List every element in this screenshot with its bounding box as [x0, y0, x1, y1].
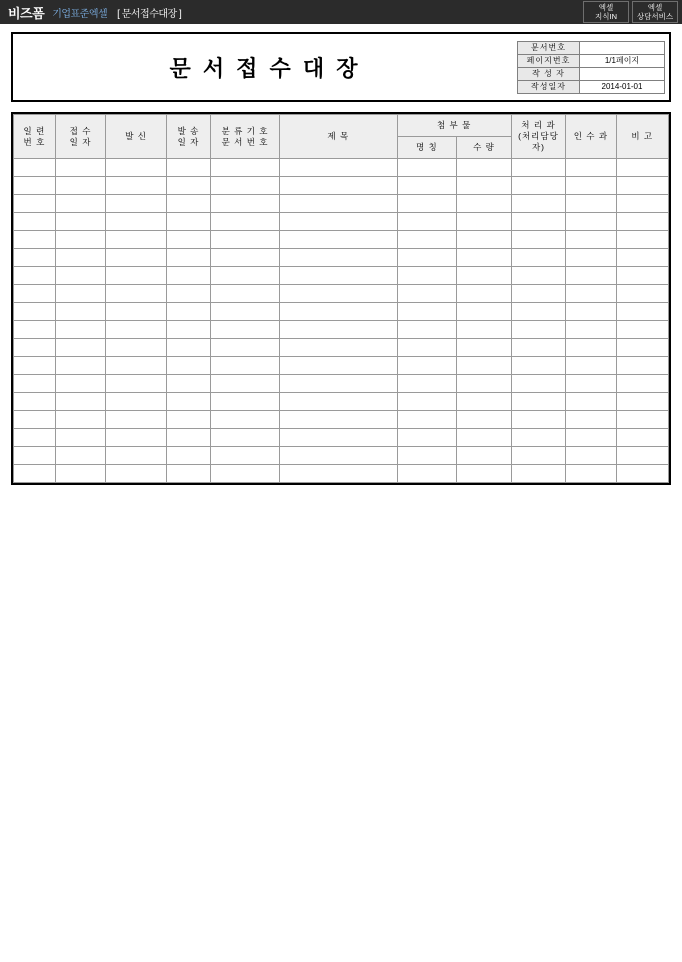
col-receipt-date [55, 115, 105, 159]
col-subject-label: 제 목 [327, 131, 350, 141]
table-cell[interactable] [55, 267, 105, 285]
table-cell[interactable] [566, 285, 616, 303]
meta-value-author[interactable] [580, 67, 665, 80]
table-cell[interactable] [166, 303, 210, 321]
table-cell[interactable] [106, 465, 167, 483]
brand-logo: 비즈폼 [8, 5, 45, 21]
col-receiving-dept [566, 115, 616, 159]
col-remarks [616, 115, 668, 159]
col-processing-dept-line2: (처리담당자) [518, 131, 559, 152]
table-cell[interactable] [566, 339, 616, 357]
col-remarks-label: 비 고 [631, 131, 654, 141]
table-cell[interactable] [210, 465, 279, 483]
table-cell[interactable] [280, 249, 397, 267]
table-cell[interactable] [616, 303, 668, 321]
table-cell[interactable] [511, 159, 565, 177]
table-cell[interactable] [210, 213, 279, 231]
table-row [14, 159, 669, 177]
table-cell[interactable] [14, 357, 56, 375]
table-cell[interactable] [397, 249, 457, 267]
table-cell[interactable] [511, 357, 565, 375]
excel-consult-service-line2: 상담서비스 [636, 12, 674, 21]
table-cell[interactable] [457, 465, 512, 483]
table-cell[interactable] [566, 303, 616, 321]
col-processing-dept-line1: 처 리 과 [521, 120, 556, 130]
excel-knowledge-in-button[interactable] [583, 1, 629, 23]
table-cell[interactable] [397, 321, 457, 339]
col-classification-doc-number [210, 115, 279, 159]
table-cell[interactable] [280, 447, 397, 465]
table-cell[interactable] [166, 285, 210, 303]
col-attachment-qty: 수 량 [457, 137, 512, 159]
table-cell[interactable] [280, 177, 397, 195]
table-cell[interactable] [14, 231, 56, 249]
table-row [14, 411, 669, 429]
table-cell[interactable] [210, 303, 279, 321]
meta-row [518, 67, 665, 80]
table-cell[interactable] [210, 267, 279, 285]
table-cell[interactable] [511, 177, 565, 195]
meta-row [518, 41, 665, 54]
table-cell[interactable] [511, 447, 565, 465]
table-cell[interactable] [210, 393, 279, 411]
table-cell[interactable] [280, 213, 397, 231]
table-cell[interactable] [106, 249, 167, 267]
table-cell[interactable] [397, 447, 457, 465]
table-cell[interactable] [457, 249, 512, 267]
table-cell[interactable] [14, 285, 56, 303]
table-cell[interactable] [511, 303, 565, 321]
table-row [14, 267, 669, 285]
col-receipt-date-line2: 일 자 [69, 136, 92, 147]
table-cell[interactable] [55, 429, 105, 447]
table-cell[interactable] [210, 195, 279, 213]
table-cell[interactable] [566, 195, 616, 213]
table-cell[interactable] [457, 411, 512, 429]
table-cell[interactable] [397, 213, 457, 231]
meta-row [518, 80, 665, 93]
table-cell[interactable] [457, 177, 512, 195]
table-cell[interactable] [280, 195, 397, 213]
table-cell[interactable] [14, 339, 56, 357]
table-cell[interactable] [397, 285, 457, 303]
excel-consult-service-line1: 엑셀 [647, 3, 663, 12]
table-cell[interactable] [566, 393, 616, 411]
table-cell[interactable] [14, 303, 56, 321]
table-cell[interactable] [566, 375, 616, 393]
table-cell[interactable] [616, 213, 668, 231]
table-cell[interactable] [55, 411, 105, 429]
table-cell[interactable] [566, 357, 616, 375]
table-cell[interactable] [14, 465, 56, 483]
meta-row [518, 54, 665, 67]
table-cell[interactable] [616, 339, 668, 357]
table-cell[interactable] [511, 411, 565, 429]
col-classification-line2: 문 서 번 호 [221, 136, 269, 147]
table-cell[interactable] [55, 321, 105, 339]
table-cell[interactable] [616, 267, 668, 285]
document-name-label: [ 문서접수대장 ] [117, 8, 182, 20]
table-cell[interactable] [55, 303, 105, 321]
table-cell[interactable] [457, 267, 512, 285]
table-cell[interactable] [397, 159, 457, 177]
table-cell[interactable] [511, 465, 565, 483]
table-cell[interactable] [280, 285, 397, 303]
table-cell[interactable] [106, 357, 167, 375]
table-cell[interactable] [397, 393, 457, 411]
table-cell[interactable] [511, 213, 565, 231]
table-cell[interactable] [566, 231, 616, 249]
table-cell[interactable] [166, 429, 210, 447]
col-send-date [166, 115, 210, 159]
table-cell[interactable] [14, 321, 56, 339]
table-cell[interactable] [457, 339, 512, 357]
document-page [0, 24, 682, 485]
table-cell[interactable] [511, 339, 565, 357]
table-cell[interactable] [210, 447, 279, 465]
table-cell[interactable] [106, 375, 167, 393]
table-row [14, 213, 669, 231]
table-cell[interactable] [397, 177, 457, 195]
col-sender-label: 발 신 [125, 131, 147, 141]
table-cell[interactable] [280, 159, 397, 177]
table-cell[interactable] [457, 195, 512, 213]
table-cell[interactable] [166, 393, 210, 411]
excel-knowledge-in-line1: 엑셀 [598, 3, 614, 12]
table-cell[interactable] [511, 195, 565, 213]
table-cell[interactable] [616, 393, 668, 411]
table-cell[interactable] [280, 231, 397, 249]
table-cell[interactable] [14, 429, 56, 447]
table-cell[interactable] [280, 465, 397, 483]
col-classification-line1: 분 류 기 호 [221, 125, 269, 136]
table-cell[interactable] [210, 177, 279, 195]
table-cell[interactable] [55, 285, 105, 303]
table-cell[interactable] [280, 429, 397, 447]
table-cell[interactable] [457, 159, 512, 177]
table-cell[interactable] [166, 267, 210, 285]
ledger-table-head [14, 115, 669, 159]
table-cell[interactable] [166, 159, 210, 177]
table-cell[interactable] [14, 195, 56, 213]
table-cell[interactable] [55, 465, 105, 483]
table-cell[interactable] [55, 195, 105, 213]
table-cell[interactable] [14, 213, 56, 231]
table-cell[interactable] [166, 321, 210, 339]
table-cell[interactable] [397, 195, 457, 213]
table-cell[interactable] [14, 393, 56, 411]
table-cell[interactable] [106, 267, 167, 285]
table-cell[interactable] [566, 267, 616, 285]
col-attachment-name: 명 칭 [397, 137, 457, 159]
meta-value-date[interactable]: 2014-01-01 [580, 80, 665, 93]
title-area [13, 34, 517, 100]
table-row [14, 393, 669, 411]
table-cell[interactable] [106, 411, 167, 429]
table-cell[interactable] [280, 321, 397, 339]
table-cell[interactable] [166, 231, 210, 249]
table-cell[interactable] [166, 249, 210, 267]
table-cell[interactable] [397, 357, 457, 375]
col-subject [280, 115, 397, 159]
table-cell[interactable] [616, 249, 668, 267]
table-cell[interactable] [55, 249, 105, 267]
table-row [14, 249, 669, 267]
table-cell[interactable] [616, 231, 668, 249]
table-cell[interactable] [210, 357, 279, 375]
table-cell[interactable] [280, 303, 397, 321]
table-cell[interactable] [616, 429, 668, 447]
table-cell[interactable] [566, 177, 616, 195]
table-cell[interactable] [457, 447, 512, 465]
table-row [14, 465, 669, 483]
table-cell[interactable] [210, 285, 279, 303]
table-cell[interactable] [616, 321, 668, 339]
meta-value-page-number[interactable]: 1/1페이지 [580, 54, 665, 67]
table-cell[interactable] [616, 195, 668, 213]
table-cell[interactable] [14, 177, 56, 195]
document-header [11, 32, 671, 102]
table-cell[interactable] [280, 339, 397, 357]
table-cell[interactable] [511, 285, 565, 303]
col-processing-dept [511, 115, 565, 159]
table-cell[interactable] [106, 393, 167, 411]
table-cell[interactable] [106, 285, 167, 303]
table-cell[interactable] [457, 303, 512, 321]
table-row [14, 195, 669, 213]
table-cell[interactable] [210, 159, 279, 177]
table-cell[interactable] [397, 339, 457, 357]
table-cell[interactable] [166, 465, 210, 483]
table-row [14, 303, 669, 321]
table-cell[interactable] [280, 375, 397, 393]
table-cell[interactable] [457, 375, 512, 393]
table-cell[interactable] [280, 411, 397, 429]
document-meta-table [517, 41, 665, 94]
table-cell[interactable] [566, 411, 616, 429]
table-cell[interactable] [106, 213, 167, 231]
table-cell[interactable] [566, 249, 616, 267]
table-cell[interactable] [511, 267, 565, 285]
table-cell[interactable] [397, 231, 457, 249]
table-cell[interactable] [14, 447, 56, 465]
table-row [14, 375, 669, 393]
table-cell[interactable] [55, 357, 105, 375]
meta-key-author: 작 성 자 [518, 67, 580, 80]
table-row [14, 231, 669, 249]
table-cell[interactable] [55, 177, 105, 195]
meta-key-date: 작성일자 [518, 80, 580, 93]
table-cell[interactable] [55, 231, 105, 249]
table-cell[interactable] [457, 213, 512, 231]
table-cell[interactable] [511, 375, 565, 393]
table-cell[interactable] [106, 195, 167, 213]
table-cell[interactable] [566, 321, 616, 339]
table-cell[interactable] [511, 231, 565, 249]
table-cell[interactable] [55, 375, 105, 393]
table-cell[interactable] [280, 267, 397, 285]
table-cell[interactable] [14, 375, 56, 393]
table-cell[interactable] [210, 411, 279, 429]
table-cell[interactable] [397, 375, 457, 393]
ledger-table-wrapper [11, 112, 671, 485]
table-cell[interactable] [210, 375, 279, 393]
table-cell[interactable] [166, 375, 210, 393]
table-cell[interactable] [55, 159, 105, 177]
table-cell[interactable] [106, 429, 167, 447]
table-cell[interactable] [166, 411, 210, 429]
header-row-top [14, 115, 669, 137]
table-cell[interactable] [397, 303, 457, 321]
table-cell[interactable] [511, 249, 565, 267]
table-cell[interactable] [106, 159, 167, 177]
ledger-table [13, 114, 669, 483]
table-row [14, 177, 669, 195]
table-row [14, 447, 669, 465]
table-cell[interactable] [511, 429, 565, 447]
table-cell[interactable] [397, 267, 457, 285]
table-row [14, 285, 669, 303]
table-cell[interactable] [616, 465, 668, 483]
table-cell[interactable] [566, 429, 616, 447]
table-cell[interactable] [55, 213, 105, 231]
table-cell[interactable] [210, 249, 279, 267]
table-cell[interactable] [457, 429, 512, 447]
ledger-table-body [14, 159, 669, 483]
table-row [14, 321, 669, 339]
col-serial-number-line2: 번 호 [23, 136, 46, 147]
table-cell[interactable] [397, 411, 457, 429]
table-cell[interactable] [280, 357, 397, 375]
excel-knowledge-in-line2: 지식IN [595, 12, 617, 21]
table-cell[interactable] [457, 357, 512, 375]
table-cell[interactable] [397, 429, 457, 447]
col-serial-number-line1: 일 련 [23, 125, 46, 136]
table-cell[interactable] [106, 447, 167, 465]
col-receiving-dept-label: 인 수 과 [573, 131, 609, 141]
table-cell[interactable] [14, 411, 56, 429]
table-cell[interactable] [166, 195, 210, 213]
meta-value-doc-number[interactable] [580, 41, 665, 54]
table-cell[interactable] [457, 285, 512, 303]
meta-key-doc-number: 문서번호 [518, 41, 580, 54]
table-cell[interactable] [616, 411, 668, 429]
table-row [14, 429, 669, 447]
col-attachment-group [397, 115, 511, 137]
table-cell[interactable] [55, 447, 105, 465]
table-cell[interactable] [210, 231, 279, 249]
table-cell[interactable] [210, 429, 279, 447]
table-cell[interactable] [566, 447, 616, 465]
col-send-date-line2: 일 자 [177, 136, 200, 147]
table-cell[interactable] [566, 465, 616, 483]
table-cell[interactable] [106, 321, 167, 339]
table-cell[interactable] [166, 213, 210, 231]
table-cell[interactable] [616, 357, 668, 375]
col-send-date-line1: 발 송 [177, 125, 200, 136]
table-cell[interactable] [566, 213, 616, 231]
table-cell[interactable] [210, 321, 279, 339]
table-row [14, 357, 669, 375]
table-cell[interactable] [166, 447, 210, 465]
app-topbar [0, 0, 682, 24]
table-cell[interactable] [457, 321, 512, 339]
table-cell[interactable] [166, 357, 210, 375]
table-cell[interactable] [397, 465, 457, 483]
table-cell[interactable] [280, 393, 397, 411]
table-cell[interactable] [511, 393, 565, 411]
table-cell[interactable] [14, 267, 56, 285]
table-cell[interactable] [106, 231, 167, 249]
brand-subtitle: 기업표준엑셀 [52, 8, 108, 20]
table-cell[interactable] [55, 339, 105, 357]
table-cell[interactable] [106, 339, 167, 357]
col-sender [106, 115, 167, 159]
table-cell[interactable] [106, 177, 167, 195]
table-cell[interactable] [14, 159, 56, 177]
table-cell[interactable] [166, 339, 210, 357]
table-cell[interactable] [566, 159, 616, 177]
table-cell[interactable] [457, 231, 512, 249]
col-attachment-label: 첨 부 물 [436, 120, 472, 130]
table-cell[interactable] [106, 303, 167, 321]
col-serial-number [14, 115, 56, 159]
table-cell[interactable] [616, 447, 668, 465]
table-cell[interactable] [55, 393, 105, 411]
excel-consult-service-button[interactable] [632, 1, 678, 23]
table-cell[interactable] [616, 375, 668, 393]
table-cell[interactable] [616, 285, 668, 303]
table-cell[interactable] [14, 249, 56, 267]
page-title: 문 서 접 수 대 장 [169, 55, 361, 81]
table-cell[interactable] [210, 339, 279, 357]
table-cell[interactable] [616, 159, 668, 177]
col-receipt-date-line1: 접 수 [69, 125, 92, 136]
table-row [14, 339, 669, 357]
table-cell[interactable] [616, 177, 668, 195]
meta-key-page-number: 페이지번호 [518, 54, 580, 67]
table-cell[interactable] [457, 393, 512, 411]
table-cell[interactable] [166, 177, 210, 195]
table-cell[interactable] [511, 321, 565, 339]
